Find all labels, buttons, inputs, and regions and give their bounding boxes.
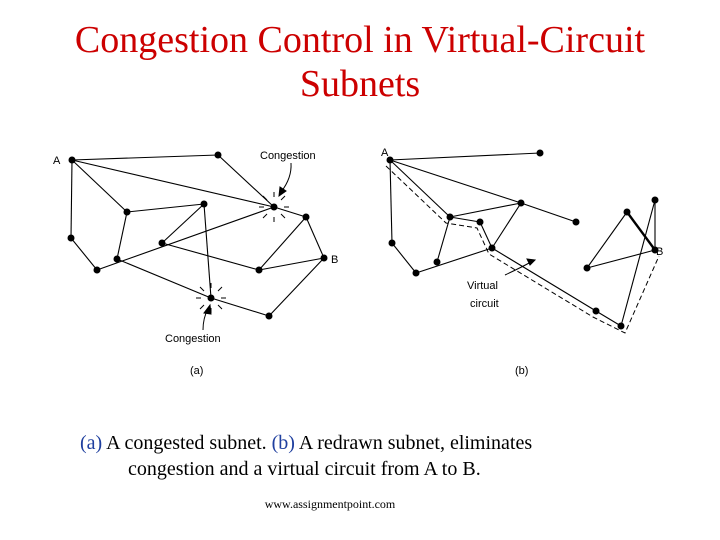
node-congested-top: [271, 204, 278, 211]
panel-b-nodes: [387, 150, 659, 330]
node-a-label: A: [53, 155, 61, 167]
panel-b-node-b-label: B: [656, 246, 664, 258]
node: [477, 219, 484, 226]
congestion-arrows: [203, 163, 291, 330]
virtual-label: Virtual: [467, 280, 498, 292]
congestion-label-bottom: Congestion: [165, 333, 221, 345]
node-congested-bottom: [208, 295, 215, 302]
panel-a-nodes: [68, 152, 328, 320]
node: [573, 219, 580, 226]
caption-tag-b: (b): [266, 432, 295, 454]
node: [518, 200, 525, 207]
node: [303, 214, 310, 221]
node: [94, 267, 101, 274]
panel-b-sublabel: (b): [515, 365, 529, 377]
node: [537, 150, 544, 157]
title-line-1: Congestion Control in Virtual-Circuit: [74, 19, 646, 61]
node: [266, 313, 273, 320]
congestion-label-top: Congestion: [260, 150, 316, 162]
circuit-label: circuit: [470, 298, 499, 310]
figure-caption: [80, 430, 680, 482]
node-a: [69, 157, 76, 164]
title-line-2: Subnets: [299, 63, 421, 105]
node: [593, 308, 600, 315]
panel-a-sublabel: (a): [190, 365, 204, 377]
panel-b: [390, 153, 655, 326]
node: [413, 270, 420, 277]
node: [389, 240, 396, 247]
panel-a: [71, 155, 324, 316]
caption-text-a: A congested subnet.: [102, 432, 267, 454]
node: [68, 235, 75, 242]
virtual-circuit-path: [386, 166, 659, 333]
node: [124, 209, 131, 216]
node: [159, 240, 166, 247]
node: [618, 323, 625, 330]
node: [434, 259, 441, 266]
node: [584, 265, 591, 272]
node: [447, 214, 454, 221]
node: [215, 152, 222, 159]
node: [256, 267, 263, 274]
caption-tag-a: (a): [80, 432, 103, 454]
caption-line-2: congestion and a virtual circuit from A to B.: [128, 458, 481, 480]
node: [489, 245, 496, 252]
node: [201, 201, 208, 208]
footer-url: www.assignmentpoint.com: [264, 497, 396, 511]
node-b-label: B: [331, 254, 339, 266]
node: [652, 197, 659, 204]
node: [114, 256, 121, 263]
panel-b-node-a-label: A: [381, 147, 389, 159]
node: [624, 209, 631, 216]
caption-text-b: A redrawn subnet, eliminates: [294, 432, 533, 454]
node-b: [321, 255, 328, 262]
congested-link: [627, 212, 655, 250]
